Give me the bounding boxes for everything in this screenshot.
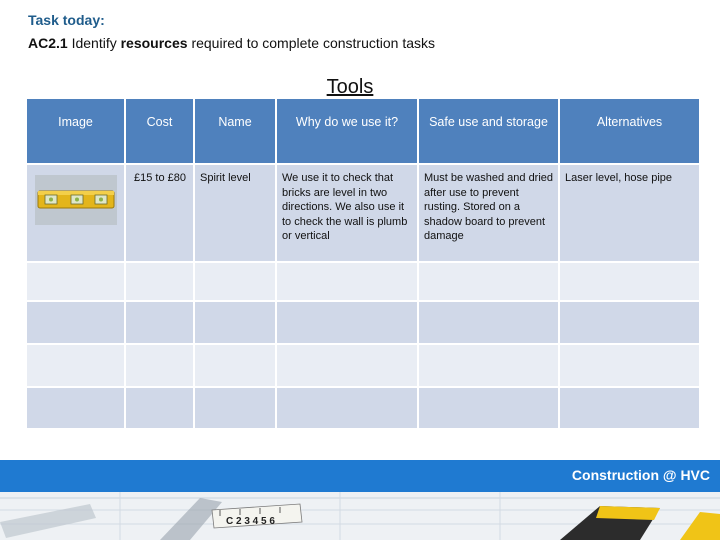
spirit-level-image bbox=[35, 175, 117, 225]
header-alternatives: Alternatives bbox=[559, 98, 700, 164]
safe-use-text: Must be washed and dried after use to prevent rusting. Stored on a shadow board to prevent damage bbox=[424, 172, 554, 242]
footer bbox=[0, 460, 720, 540]
objective-text-pre: Identify bbox=[71, 35, 117, 51]
cell-image bbox=[26, 164, 125, 262]
table-row-empty bbox=[26, 301, 700, 344]
cell-name bbox=[194, 164, 276, 262]
objective-text-bold: resources bbox=[120, 35, 188, 51]
task-objective bbox=[28, 35, 435, 51]
cell-why bbox=[276, 164, 418, 262]
header-why: Why do we use it? bbox=[276, 98, 418, 164]
header-cost: Cost bbox=[125, 98, 194, 164]
header-image: Image bbox=[26, 98, 125, 164]
why-text: We use it to check that bricks are level in two directions. We also use it to check the wall is plumb or vertical bbox=[282, 172, 408, 242]
task-label: Task today: bbox=[28, 12, 105, 28]
header-name: Name bbox=[194, 98, 276, 164]
footer-tools-photo bbox=[0, 492, 720, 540]
header-safe-use: Safe use and storage bbox=[418, 98, 559, 164]
cell-cost bbox=[125, 164, 194, 262]
table-row bbox=[26, 164, 700, 262]
alternatives-text: Laser level, hose pipe bbox=[565, 172, 673, 184]
footer-band bbox=[0, 460, 720, 492]
table-header-row bbox=[26, 98, 700, 164]
table-row-empty bbox=[26, 262, 700, 301]
table-row-empty bbox=[26, 344, 700, 387]
measuring-tape-numbers: C 2 3 4 5 6 bbox=[226, 516, 275, 527]
objective-code: AC2.1 bbox=[28, 35, 68, 51]
cost-value: £15 to £80 bbox=[134, 172, 186, 184]
tool-name: Spirit level bbox=[200, 172, 251, 184]
table-row-empty bbox=[26, 387, 700, 429]
objective-text-post: required to complete construction tasks bbox=[191, 35, 436, 51]
cell-safe-use bbox=[418, 164, 559, 262]
cell-alternatives bbox=[559, 164, 700, 262]
page-title: Tools bbox=[326, 76, 374, 98]
footer-brand: Construction @ HVC bbox=[571, 467, 710, 483]
tools-table bbox=[25, 97, 701, 430]
